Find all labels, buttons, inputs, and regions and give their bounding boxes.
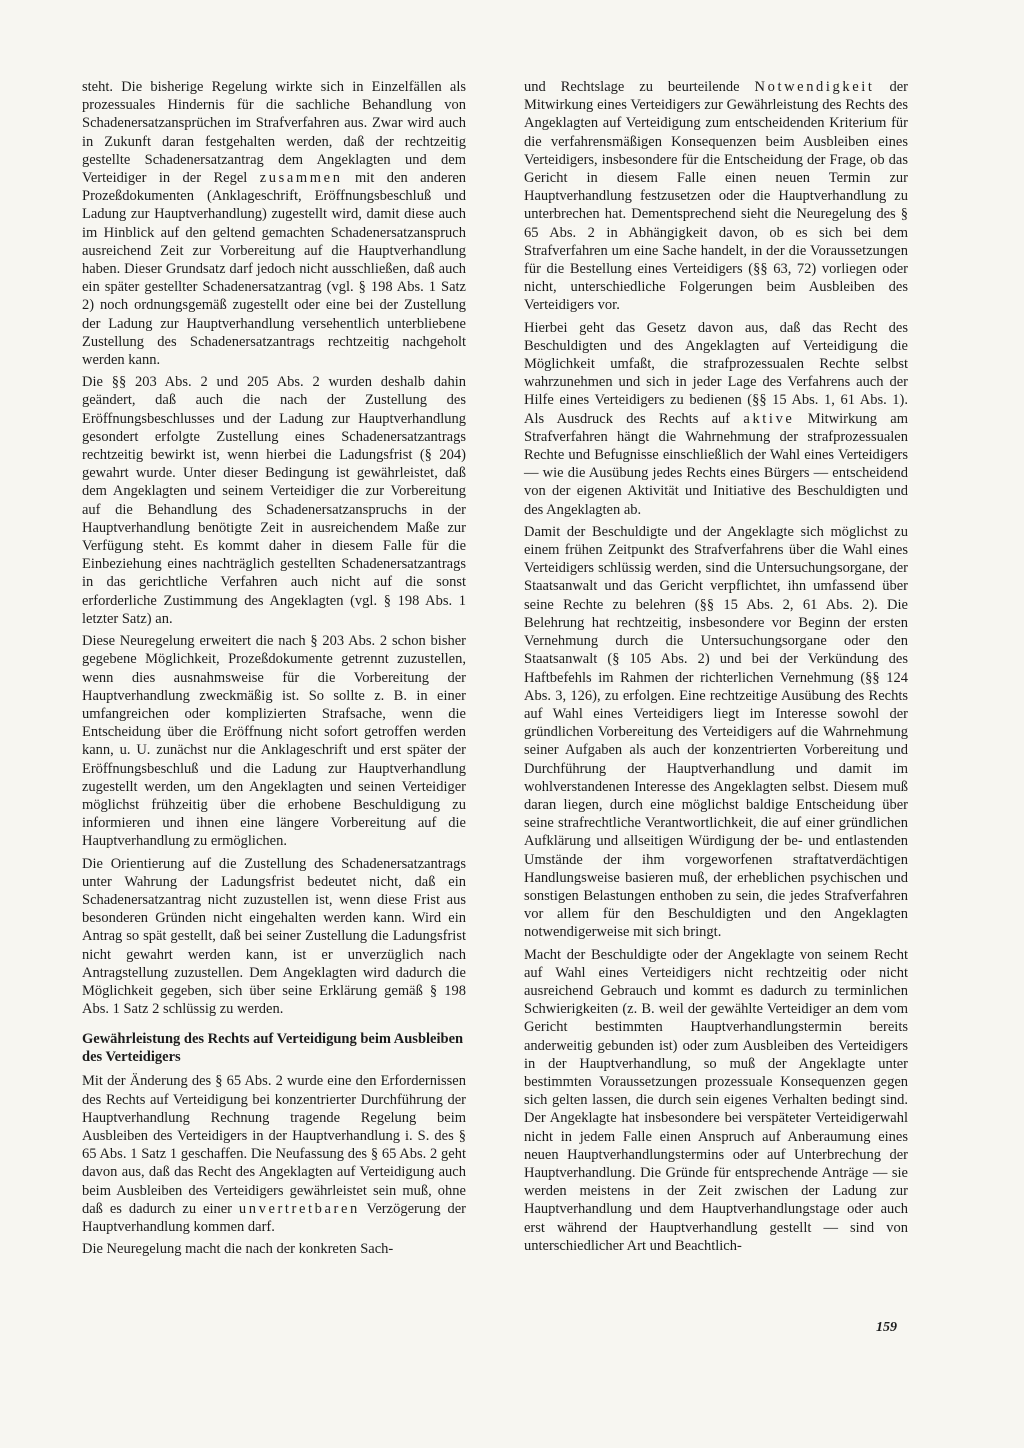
- text-run: steht. Die bisherige Regelung wirkte sich in Einzelfällen als prozessuales Hindernis für die sachliche Behandlung von Schadenersatzansprüchen im Strafverfahren aus. Zwar wird auch in Zukunft daran festgehalten werden, daß der rechtzeitig gestellte Schadenersatzantrag dem Angeklagten und dem Verteidiger in der Regel: [82, 79, 466, 187]
- spaced-emphasis: unvertretbaren: [238, 1200, 360, 1217]
- paragraph: Die Neuregelung macht die nach der konkreten Sach-: [82, 1241, 394, 1258]
- paragraph: Die Orientierung auf die Zustellung des Schadenersatzantrags unter Wahrung der Ladungsfrist bedeutet nicht, daß ein Schadenersatzantrag nicht zuzustellen ist, wenn diese Frist aus besonderen Gründen nicht eingehalten werden kann. Wird ein Antrag so spät gestellt, daß bei seiner Zustellung die Ladungsfrist nicht gewahrt werden kann, ist er unverzüglich nach Antragstellung zuzustellen. Dem Angeklagten wird dadurch die Möglichkeit gegeben, sich über seine Erklärung gemäß § 198 Abs. 1 Satz 2 schlüssig zu werden.: [82, 855, 466, 1018]
- section-heading: Gewährleistung des Rechts auf Verteidigung beim Ausbleiben des Verteidigers: [82, 1031, 464, 1066]
- paragraph: [82, 1072, 466, 1236]
- paragraph: [82, 78, 466, 369]
- text-run: der Mitwirkung eines Verteidigers zur Gewährleistung des Rechts des Angeklagten auf Verteidigung zum entscheidenden Kriterium für die verfahrensmäßigen Konsequenzen beim Ausbleiben eines Verteidigers, insbesondere für die Entscheidung der Frage, ob das Gericht in diesem Falle einen neuen Termin zur Hauptverhandlung festzusetzen oder die Hauptverhandlung zu unterbrechen hat. Dementsprechend sieht die Neuregelung des § 65 Abs. 2 in Abhängigkeit davon, ob es sich bei dem Strafverfahren um eine Sache handelt, in der die Voraussetzungen für die Bestellung eines Verteidigers (§§ 63, 72) vorliegen oder nicht, unterschiedliche Folgerungen beim Ausbleiben des Verteidigers vor.: [524, 79, 909, 314]
- paragraph: Diese Neuregelung erweitert die nach § 203 Abs. 2 schon bisher gegebene Möglichkeit, Prozeßdokumente getrennt zuzustellen, wenn dies ausnahmsweise für die Vorbereitung der Hauptverhandlung zweckmäßig ist. So sollte z. B. in einer umfangreichen oder komplizierten Strafsache, wenn die Entscheidung über die Eröffnung nicht sofort getroffen werden kann, u. U. zunächst nur die Anklageschrift und erst später der Eröffnungsbeschluß und die Ladung zur Hauptverhandlung zugestellt werden, um den Angeklagten und seinen Verteidiger möglichst frühzeitig über die erhobene Beschuldigung zu informieren und ihnen eine längere Vorbereitung auf die Hauptverhandlung zu ermöglichen.: [82, 633, 466, 850]
- paragraph: [524, 319, 908, 519]
- text-run: Mitwirkung am Strafverfahren hängt die Wahrnehmung der strafprozessualen Rechte und Befugnisse einschließlich der Wahl eines Verteidigers — wie die Ausübung jedes Rechts eines Bürgers — entscheidend von der eigenen Aktivität und Initiative des Beschuldigten und des Angeklagten ab.: [524, 410, 909, 518]
- text-run: Mit der Änderung des § 65 Abs. 2 wurde eine den Erfordernissen des Rechts auf Verteidigung bei konzentrierter Durchführung der Hauptverhandlung Rechnung tragende Regelung beim Ausbleiben des Verteidigers in der Hauptverhandlung i. S. des § 65 Abs. 1 Satz 1 geschaffen. Die Neufassung des § 65 Abs. 2 geht davon aus, daß das Recht des Angeklagten auf Verteidigung auch beim Ausbleiben des Verteidigers gewährleistet sein muß, ohne daß es dadurch zu einer: [82, 1073, 466, 1217]
- page-number: 159: [876, 1320, 897, 1335]
- right-column: [524, 78, 908, 1259]
- paragraph: Macht der Beschuldigte oder der Angeklagte von seinem Recht auf Wahl eines Verteidigers nicht rechtzeitig oder nicht ausreichend Gebrauch und kommt es dadurch zu terminlichen Schwierigkeiten (z. B. weil der gewählte Verteidiger an dem vom Gericht bestimmten Hauptverhandlungstermin bereits anderweitig gebunden ist) oder zum Ausbleiben des Verteidigers in der Hauptverhandlung, so muß der Angeklagte unter bestimmten Voraussetzungen prozessuale Konsequenzen gegen sich gelten lassen, die durch sein eigenes Verhalten bedingt sind. Der Angeklagte hat insbesondere bei verspäteter Verteidigerwahl nicht in jedem Falle einen Anspruch auf Anberaumung eines neuen Hauptverhandlungstermins oder auf Unterbrechung der Hauptverhandlung. Die Gründe für entsprechende Anträge — sie werden meistens in der Zeit zwischen der Ladung zur Hauptverhandlung und dem Hauptverhandlungstage oder auch erst während der Hauptverhandlung gestellt — sind von unterschiedlicher Art und Beachtlich-: [524, 946, 908, 1254]
- paragraph: [524, 78, 908, 315]
- text-run: und Rechtslage zu beurteilende: [524, 79, 740, 95]
- paragraph: Damit der Beschuldigte und der Angeklagte sich möglichst zu einem frühen Zeitpunkt des Strafverfahrens über die Wahl eines Verteidigers schlüssig werden, sind die Untersuchungsorgane, der Staatsanwalt und das Gericht verpflichtet, ihn umfassend über seine Rechte zu belehren (§§ 15 Abs. 2, 61 Abs. 2). Die Belehrung hat rechtzeitig, insbesondere vor Beginn der ersten Vernehmung durch die Untersuchungsorgane oder den Staatsanwalt (§ 105 Abs. 2) und bei der Verkündung des Haftbefehls im Rahmen der richterlichen Vernehmung (§§ 124 Abs. 3, 126), zu erfolgen. Eine rechtzeitige Ausübung des Rechts auf Wahl eines Verteidigers liegt im Interesse sowohl der gründlichen Vorbereitung des Verteidigers auf die Wahrnehmung seiner Aufgaben als auch der konzentrierten Vorbereitung und Durchführung der Hauptverhandlung und damit im wohlverstandenen Interesse des Angeklagten selbst. Diesem muß daran liegen, durch eine möglichst baldige Entscheidung über seine strafrechtliche Verantwortlichkeit, die auf einer gründlichen Aufklärung und allseitigen Würdigung der be- und entlastenden Umstände der ihm vorgeworfenen straftatverdächtigen Handlungsweise basieren muß, der erheblichen psychischen und sonstigen Belastungen enthoben zu sein, die jedes Strafverfahren vor allem für den Beschuldigten und den Angeklagten notwendigerweise mit sich bringt.: [524, 523, 908, 941]
- spaced-emphasis: zusammen: [259, 170, 343, 187]
- text-run: mit den anderen Prozeßdokumenten (Anklageschrift, Eröffnungsbeschluß und Ladung zur Hauptverhandlung) zugestellt wird, damit diese auch im Hinblick auf den geltend gemachten Schadenersatzanspruch ausreichend Zeit zur Vorbereitung auf die Hauptverhandlung haben. Dieser Grundsatz darf jedoch nicht ausschließen, daß auch ein später gestellter Schadenersatzantrag (vgl. § 198 Abs. 1 Satz 2) noch ordnungsgemäß zugestellt oder eine bei der Zustellung der Ladung zur Hauptverhandlung versehentlich unterbliebene Zustellung des Schadenersatzantrags rechtzeitig nachgeholt werden kann.: [82, 170, 467, 369]
- paragraph: Die §§ 203 Abs. 2 und 205 Abs. 2 wurden deshalb dahin geändert, daß auch die nach der Zustellung des Eröffnungsbeschlusses und der Ladung zur Hauptverhandlung gesondert erfolgte Zustellung eines Schadenersatzantrags rechtzeitig bewirkt ist, wenn hierbei die Ladungsfrist (§ 204) gewahrt wurde. Unter dieser Bedingung ist gewährleistet, daß dem Angeklagten und seinem Verteidiger die zur Vorbereitung auf die Behandlung des Schadenersatzanspruchs in der Hauptverhandlung benötigte Zeit in ausreichendem Maße zur Verfügung steht. Es kommt daher in diesem Falle für die Einbeziehung eines nachträglich gestellten Schadenersatzantrags in das gerichtliche Verfahren auch nicht auf die sonst erforderliche Zustimmung des Angeklagten (vgl. § 198 Abs. 1 letzter Satz) an.: [82, 374, 466, 627]
- spaced-emphasis: Notwendigkeit: [754, 79, 875, 95]
- text-run: Hierbei geht das Gesetz davon aus, daß das Recht des Beschuldigten und des Angeklagten auf Verteidigung die Möglichkeit umfaßt, die strafprozessualen Rechte selbst wahrzunehmen und sich in jeder Lage des Verfahrens auch der Hilfe eines Verteidigers zu bedienen (§§ 15 Abs. 1, 61 Abs. 1). Als Ausdruck des Rechts auf: [524, 319, 908, 427]
- left-column: [82, 78, 466, 1262]
- spaced-emphasis: aktive: [743, 410, 795, 427]
- text-run: Verzögerung der Hauptverhandlung kommen darf.: [82, 1200, 466, 1235]
